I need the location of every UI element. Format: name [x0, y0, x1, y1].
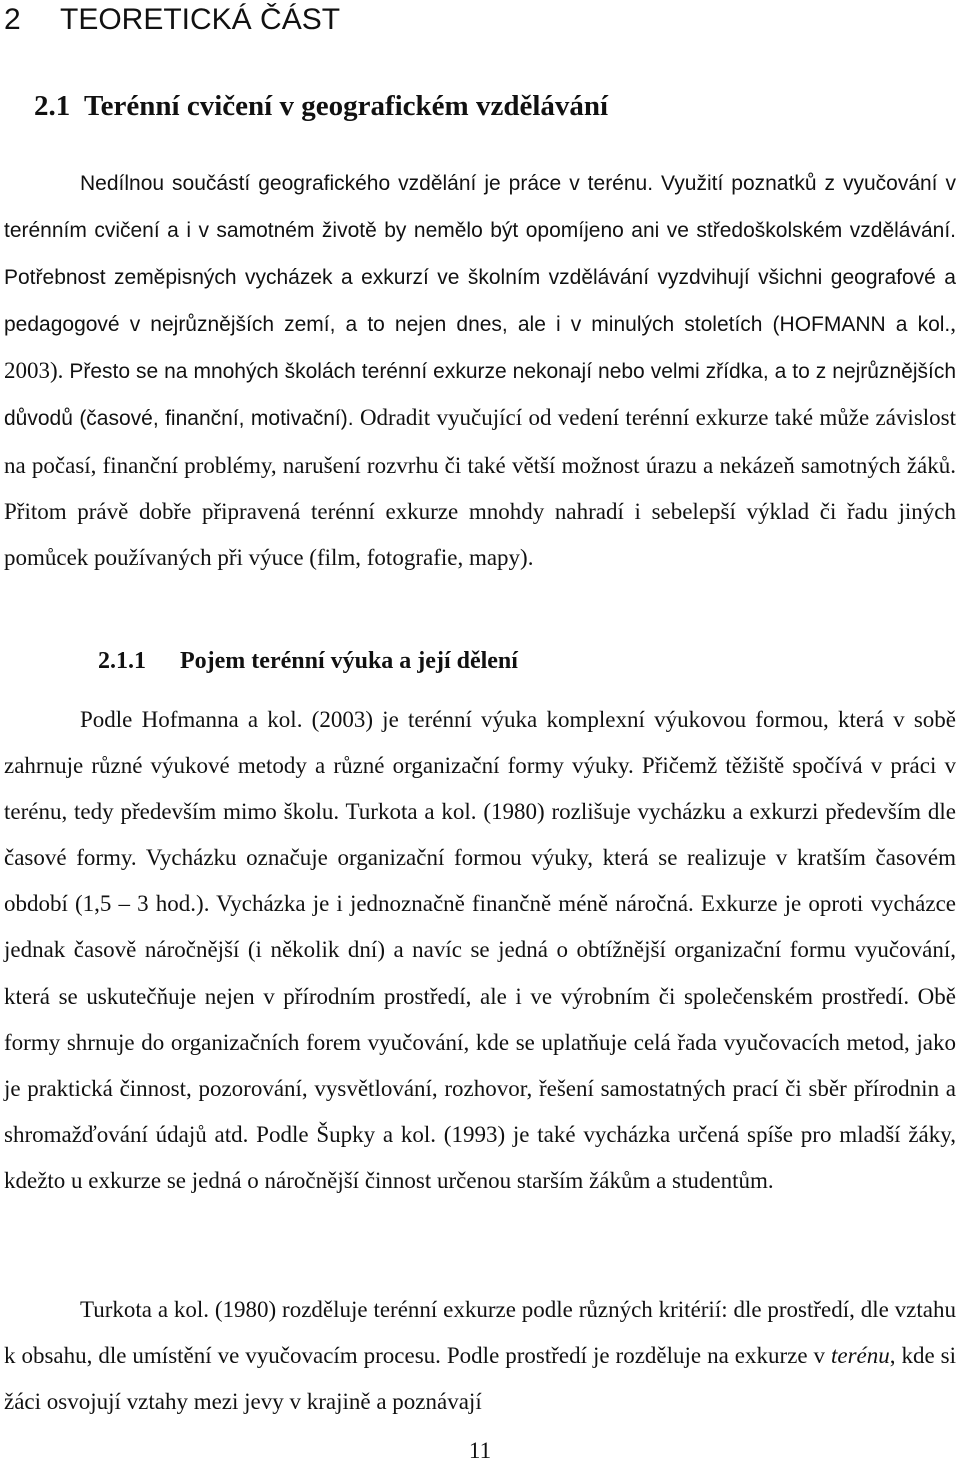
subsection-title: Pojem terénní výuka a její dělení: [180, 648, 518, 674]
paragraph-3: [4, 1287, 956, 1425]
section-title: Terénní cvičení v geografickém vzdělávání: [84, 90, 609, 122]
subsection-heading: [98, 639, 518, 683]
paragraph-3-before: Turkota a kol. (1980) rozděluje terénní exkurze podle různých kritérií: dle prostředí, dle vztahu k obsahu, dle umístění ve vyučovacím procesu. Podle prostředí je rozděluje na exkurze v: [4, 1297, 956, 1369]
paragraph-2: [4, 697, 956, 1204]
paragraph-1-part-a: Nedílnou součástí geografického vzdělání je práce v terénu. Využití poznatků z vyučování v terénním cvičení a i v samotném životě by nemělo být opomíjeno ani ve středoškolském vzdělávání.: [4, 172, 956, 243]
chapter-title: TEORETICKÁ ČÁST: [60, 3, 341, 36]
paragraph-1-part-c: , 2003).: [4, 311, 956, 384]
paragraph-1-part-d: Přesto se na mnohých školách terénní exkurze nekonají nebo velmi zřídka, a to z nejrůznějších důvodů (časové, finanční, motivační).: [4, 360, 956, 431]
paragraph-2-text: Podle Hofmanna a kol. (2003) je terénní výuka komplexní výukovou formou, která v sobě zahrnuje různé výukové metody a různé organizační formy výuky. Přičemž těžiště spočívá v práci v terénu, tedy především mimo školu. Turkota a kol. (1980) rozlišuje vycházku a exkurzi především dle časové formy. Vycházku označuje organizační formou výuky, která se realizuje v kratším časovém období (1,5 – 3 hod.). Vycházka je i jednoznačně finančně méně náročná. Exkurze je oproti vycházce jednak časově náročnější (i několik dní) a navíc se jedná o obtížnější organizační formu vyučování, která se uskutečňuje nejen v přírodním prostředí, ale i ve výrobním či společenském prostředí. Obě formy shrnuje do organizačních forem vyučování, kde se uplatňuje celá řada vyučovacích metod, jako je praktická činnost, pozorování, vysvětlování, rozhovor, řešení samostatných prací či sběr přírodnin a shromažďování údajů atd. Podle Šupky a kol. (1993) je také vycházka určená spíše pro mladší žáky, kdežto u exkurze se jedná o náročnější činnost určenou starším žákům a studentům.: [4, 707, 956, 1193]
subsection-number: 2.1.1: [98, 648, 146, 674]
section-number: 2.1: [34, 90, 71, 122]
page-number: 11: [468, 1438, 492, 1463]
chapter-heading: [4, 0, 340, 42]
paragraph-3-italic: terénu: [830, 1343, 890, 1369]
paragraph-1: [4, 160, 956, 581]
chapter-number: 2: [4, 3, 21, 36]
paragraph-3-after: , kde si žáci osvojují vztahy mezi jevy v krajině a poznávají: [4, 1343, 956, 1415]
paragraph-1-part-f: Přitom právě dobře připravená terénní exkurze mnohdy nahradí i sebelepší výklad či řadu jiných pomůcek používaných při výuce (film, fotografie, mapy).: [4, 498, 956, 570]
paragraph-1-part-b: Potřebnost zeměpisných vycházek a exkurzí ve školním vzdělávání vyzdvihují všichni geografové a pedagogové v nejrůznějších zemí, a to nejen dnes, ale i v minulých stoletích (HOFMANN a kol.: [4, 266, 956, 337]
paragraph-1-part-e: Odradit vyučující od vedení terénní exkurze také může závislost na počasí, finanční problémy, narušení rozvrhu či také větší možnost úrazu a nekázeň samotných žáků.: [4, 405, 957, 478]
section-heading: [34, 84, 608, 128]
